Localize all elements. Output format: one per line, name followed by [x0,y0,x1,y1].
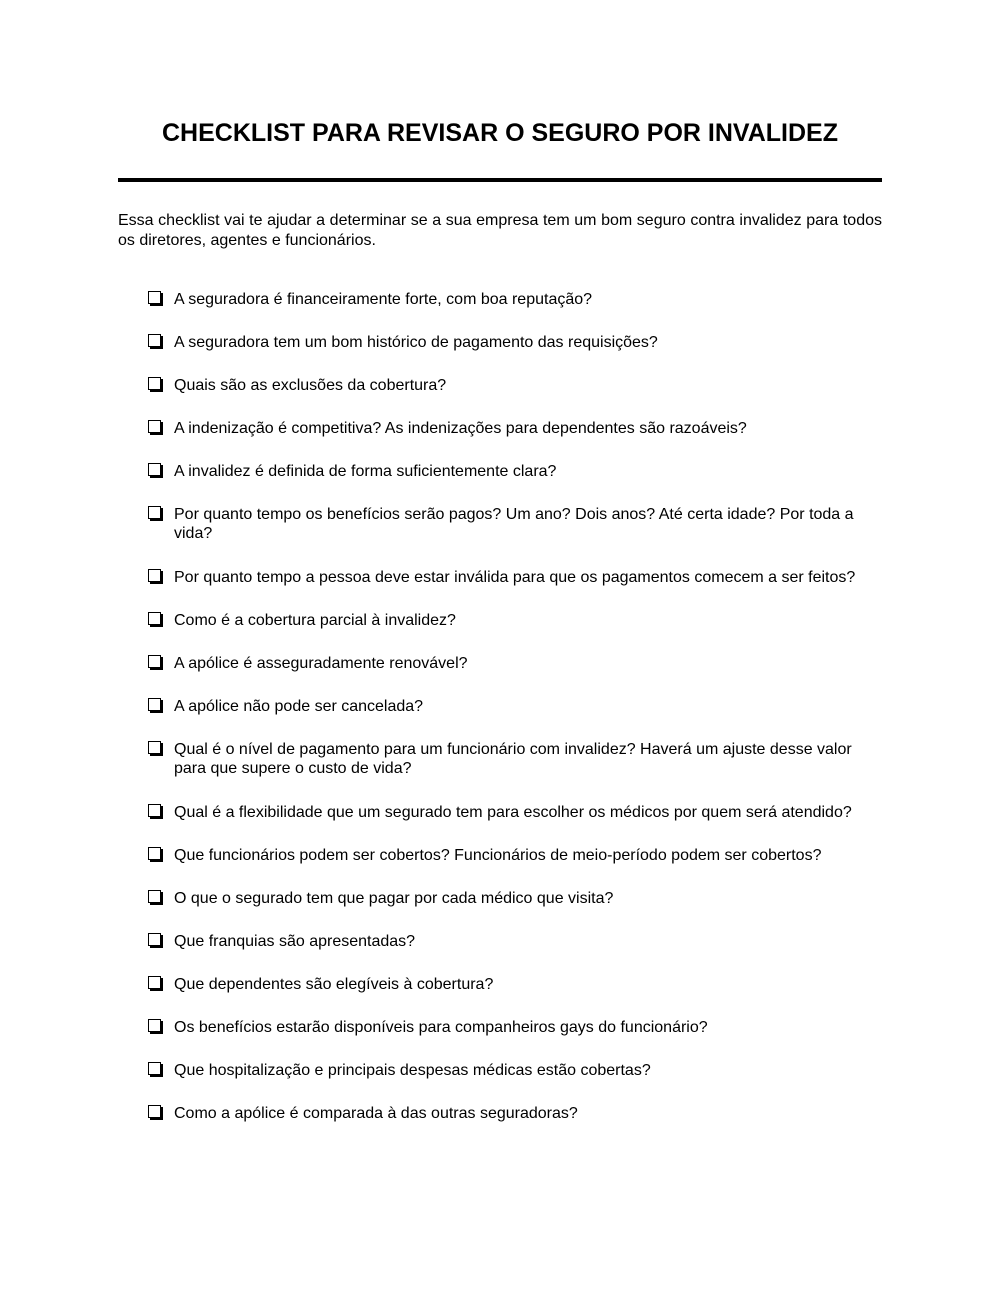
checklist-item-text: Por quanto tempo os benefícios serão pagos? Um ano? Dois anos? Até certa idade? Por toda a vida? [174,506,854,542]
checklist-item-text: Qual é a flexibilidade que um segurado tem para escolher os médicos por quem será atendido? [174,804,852,821]
checklist-item-text: O que o segurado tem que pagar por cada médico que visita? [174,890,614,907]
checklist-item-text: A apólice é asseguradamente renovável? [174,655,468,672]
checklist-item [148,419,878,438]
checklist-item [148,462,878,481]
checkbox[interactable] [148,1019,161,1032]
checklist-item-text: A apólice não pode ser cancelada? [174,698,424,715]
checkbox[interactable] [148,655,161,668]
checkbox[interactable] [148,569,161,582]
checklist-item-text: A seguradora tem um bom histórico de pagamento das requisições? [174,334,658,351]
page-title: CHECKLIST PARA REVISAR O SEGURO POR INVALIDEZ [162,119,838,147]
checkbox[interactable] [148,1105,161,1118]
checklist-item [148,505,878,543]
checklist-item-text: Como a apólice é comparada à das outras seguradoras? [174,1105,578,1122]
checklist-item [148,1018,878,1037]
checklist-item [148,889,878,908]
checklist-item [148,740,878,778]
checklist-item [148,846,878,865]
checklist-item [148,932,878,951]
checkbox[interactable] [148,890,161,903]
checklist-item [148,803,878,822]
checkbox[interactable] [148,463,161,476]
checkbox[interactable] [148,612,161,625]
checkbox[interactable] [148,420,161,433]
checklist-item-text: Que funcionários podem ser cobertos? Funcionários de meio-período podem ser cobertos? [174,847,822,864]
checklist-item [148,333,878,352]
checklist-item [148,975,878,994]
checklist-item-text: Que franquias são apresentadas? [174,933,416,950]
checkbox[interactable] [148,334,161,347]
checklist-item-text: Que hospitalização e principais despesas médicas estão cobertas? [174,1062,651,1079]
checklist-item [148,1104,878,1123]
checkbox[interactable] [148,976,161,989]
checklist-item-text: A indenização é competitiva? As indenizações para dependentes são razoáveis? [174,420,747,437]
checkbox[interactable] [148,741,161,754]
checklist-item-text: A invalidez é definida de forma suficientemente clara? [174,463,557,480]
checklist-item [148,697,878,716]
checklist-item-text: Os benefícios estarão disponíveis para companheiros gays do funcionário? [174,1019,708,1036]
checkbox[interactable] [148,1062,161,1075]
checkbox[interactable] [148,506,161,519]
checklist-item-text: Como é a cobertura parcial à invalidez? [174,612,456,629]
title-divider [118,178,882,182]
checklist-item-text: Por quanto tempo a pessoa deve estar inválida para que os pagamentos comecem a ser feitos? [174,569,856,586]
checkbox[interactable] [148,847,161,860]
checkbox[interactable] [148,698,161,711]
checklist-item-text: Que dependentes são elegíveis à cobertura? [174,976,494,993]
checklist-item [148,568,878,587]
intro-paragraph: Essa checklist vai te ajudar a determinar se a sua empresa tem um bom seguro contra invalidez para todos os diretores, agentes e funcionários. [118,212,882,249]
checklist-item-text: Quais são as exclusões da cobertura? [174,377,447,394]
checklist-item [148,654,878,673]
checklist-item-text: A seguradora é financeiramente forte, com boa reputação? [174,291,593,308]
checkbox[interactable] [148,291,161,304]
checklist [148,290,878,1147]
checklist-item [148,611,878,630]
checkbox[interactable] [148,933,161,946]
checklist-item [148,290,878,309]
checklist-item [148,376,878,395]
checklist-item [148,1061,878,1080]
checklist-item-text: Qual é o nível de pagamento para um funcionário com invalidez? Haverá um ajuste desse valor para que supere o custo de vida? [174,741,852,777]
checkbox[interactable] [148,804,161,817]
checkbox[interactable] [148,377,161,390]
